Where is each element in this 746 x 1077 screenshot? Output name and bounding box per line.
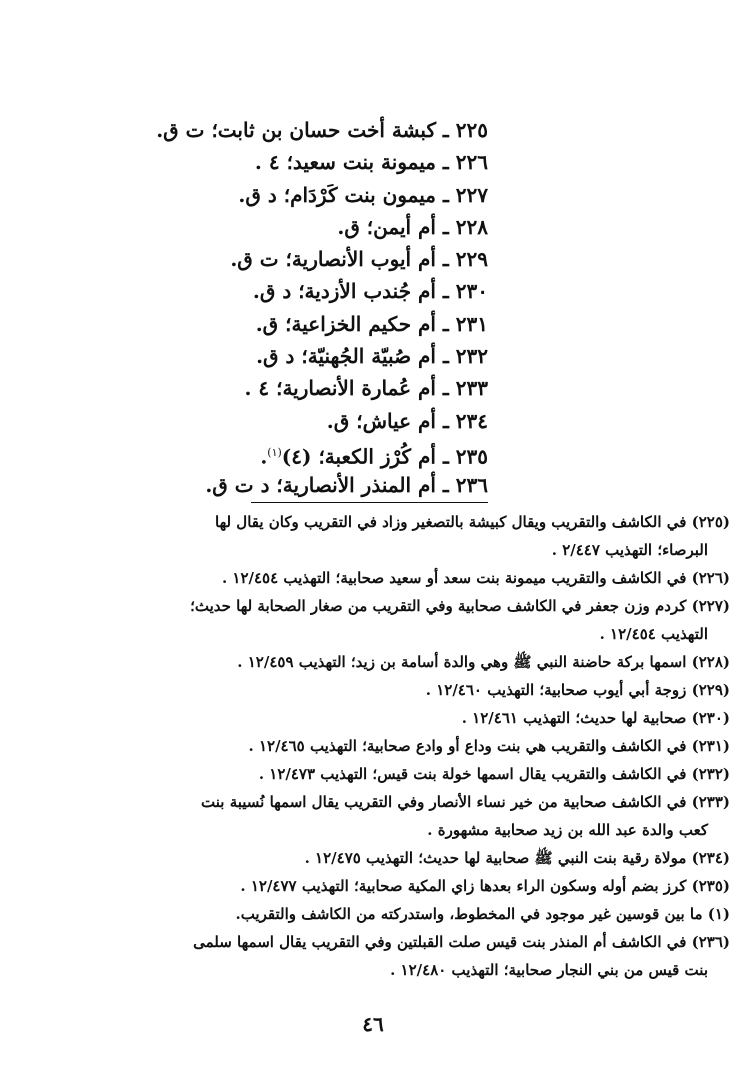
list-item: ٢٣٠ ـ أم جُندب الأزدية؛ د ق. [252,279,488,304]
footnote-line: كعب والدة عبد الله بن زيد صحابية مشهورة . [427,821,708,839]
footnote-line: (٢٣٥) كرز بضم أوله وسكون الراء بعدها زاي المكية صحابية؛ التهذيب ١٢/٤٧٧ . [240,877,730,895]
footnote-divider [251,502,488,503]
footnote-line: بنت قيس من بني النجار صحابية؛ التهذيب ١٢/٤٨٠ . [390,961,708,979]
footnotes [56,508,730,984]
list-item: ٢٢٥ ـ كبشة أخت حسان بن ثابت؛ ت ق. [156,118,488,142]
list-item: ٢٣٢ ـ أم صُبيّة الجُهنيّة؛ د ق. [256,344,488,369]
narrator-list [88,114,488,502]
footnote-line: (٢٢٩) زوجة أبي أيوب صحابية؛ التهذيب ١٢/٤٦٠ . [425,681,730,699]
footnote-line: (٢٣٣) في الكاشف صحابية من خير نساء الأنصار وفي التقريب يقال اسمها نُسيبة بنت [201,793,730,811]
page-number: ٤٦ [362,1012,384,1036]
footnote-marker: (١) [267,445,282,459]
footnote-line: (٢٢٧) كردم وزن جعفر في الكاشف صحابية وفي التقريب من صغار الصحابة لها حديث؛ [190,597,730,615]
list-item: ٢٢٦ ـ ميمونة بنت سعيد؛ ٤ . [254,150,488,175]
footnote-line: (٢٣٤) مولاة رقية بنت النبي ﷺ صحابية لها حديث؛ التهذيب ١٢/٤٧٥ . [304,849,730,867]
footnote-line: (٢٣٦) في الكاشف أم المنذر بنت قيس صلت القبلتين وفي التقريب يقال اسمها سلمى [193,933,730,951]
footnote-line: (٢٢٦) في الكاشف والتقريب ميمونة بنت سعد أو سعيد صحابية؛ التهذيب ١٢/٤٥٤ . [221,569,730,587]
list-item: ٢٢٧ ـ ميمون بنت كَرْدَام؛ د ق. [238,182,488,207]
footnote-line: (٢٢٥) في الكاشف والتقريب ويقال كبيشة بالتصغير وزاد في التقريب وكان يقال لها [215,513,730,531]
footnote-line: التهذيب ١٢/٤٥٤ . [599,625,708,643]
list-item: ٢٣٣ ـ أم عُمارة الأنصارية؛ ٤ . [244,376,488,401]
footnote-line: (٢٢٨) اسمها بركة حاضنة النبي ﷺ وهي والدة أسامة بن زيد؛ التهذيب ١٢/٤٥٩ . [237,653,730,671]
footnote-line: (٢٣١) في الكاشف والتقريب هي بنت وداع أو وادع صحابية؛ التهذيب ١٢/٤٦٥ . [248,737,730,755]
list-item: ٢٣١ ـ أم حكيم الخزاعية؛ ق. [255,311,488,336]
list-item: ٢٢٩ ـ أم أيوب الأنصارية؛ ت ق. [230,247,488,272]
footnote-line: (٢٣٢) في الكاشف والتقريب يقال اسمها خولة بنت قيس؛ التهذيب ١٢/٤٧٣ . [258,765,730,783]
footnote-line: (٢٣٠) صحابية لها حديث؛ التهذيب ١٢/٤٦١ . [461,709,730,727]
footnote-line: البرصاء؛ التهذيب ٢/٤٤٧ . [551,541,708,559]
list-item: ٢٣٥ ـ أم كُرْز الكعبة؛ (٤)$^{(١)}$. [260,444,488,469]
list-item: ٢٣٦ ـ أم المنذر الأنصارية؛ د ت ق. [205,473,488,498]
list-item: ٢٣٤ ـ أم عياش؛ ق. [326,408,488,433]
footnote-line: (١) ما بين قوسين غير موجود في المخطوط، واستدركته من الكاشف والتقريب. [235,905,730,923]
list-item: ٢٢٨ ـ أم أيمن؛ ق. [337,214,488,239]
